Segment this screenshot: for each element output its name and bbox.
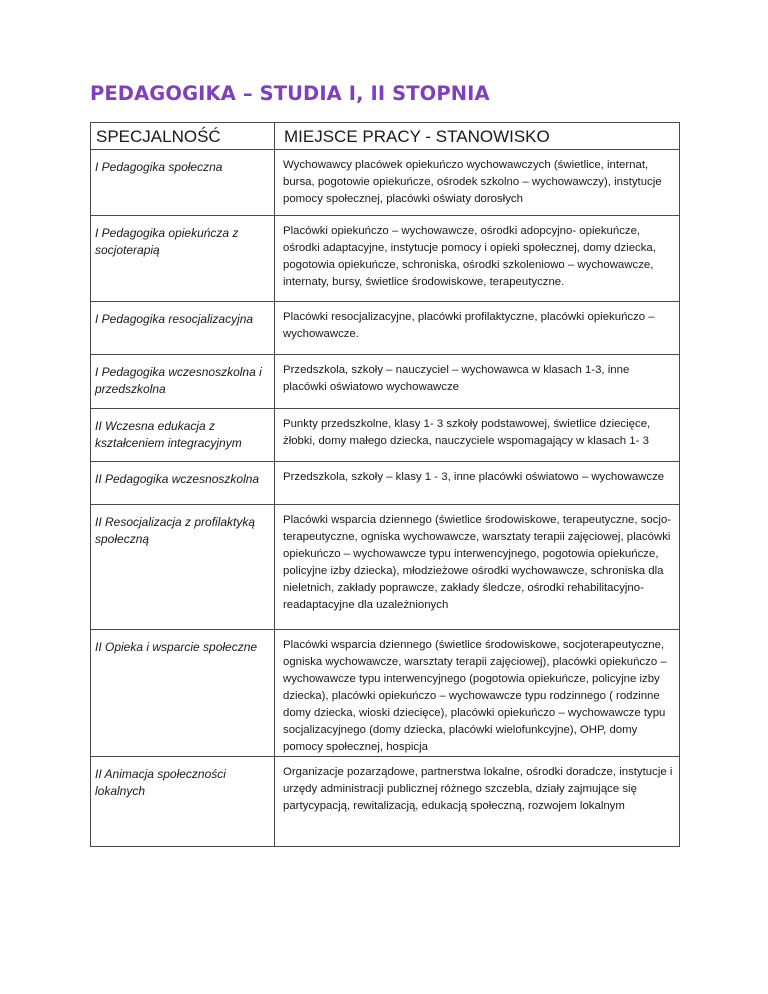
document-title: PEDAGOGIKA – STUDIA I, II STOPNIA [90, 82, 490, 105]
specialty-cell: II Resocjalizacja z profilaktyką społeczną [95, 515, 256, 546]
header-workplace-label: MIEJSCE PRACY - STANOWISKO [284, 127, 550, 146]
header-specialty-label: SPECJALNOŚĆ [96, 127, 221, 146]
workplace-cell: Wychowawcy placówek opiekuńczo wychowawczych (świetlice, internat, bursa, pogotowie opiekuńcze, ośrodek szkolno – wychowawczy), instytucje pomocy społecznej, placówki oświaty dorosłych [283, 159, 662, 205]
specialty-cell: II Animacja społeczności lokalnych [95, 767, 226, 798]
specialty-cell: I Pedagogika opiekuńcza z socjoterapią [95, 226, 239, 257]
specialty-cell: I Pedagogika społeczna [95, 160, 223, 174]
header-specialty [91, 123, 275, 150]
table-header-row [91, 123, 680, 150]
workplace-cell: Placówki opiekuńczo – wychowawcze, ośrodki adopcyjno- opiekuńcze, ośrodki adaptacyjne, instytucje pomocy i opieki społecznej, domy dziecka, pogotowia opiekuńcze, schroniska, ośrodki szkoleniowo – wychowawcze, internaty, bursy, świetlice środowiskowe, terapeutyczne. [283, 225, 656, 288]
specialty-cell: I Pedagogika wczesnoszkolna i przedszkolna [95, 365, 262, 396]
specialty-cell: II Opieka i wsparcie społeczne [95, 640, 258, 654]
specialty-cell: II Wczesna edukacja z kształceniem integracyjnym [95, 419, 242, 450]
table-row [91, 302, 680, 355]
specialty-cell: II Pedagogika wczesnoszkolna [95, 472, 260, 486]
specialty-cell: I Pedagogika resocjalizacyjna [95, 312, 254, 326]
specialties-table [90, 122, 680, 847]
workplace-cell: Przedszkola, szkoły – klasy 1 - 3, inne placówki oświatowo – wychowawcze [283, 471, 665, 483]
workplace-cell: Organizacje pozarządowe, partnerstwa lokalne, ośrodki doradcze, instytucje i urzędy administracji publicznej różnego szczebla, działy zajmujące się partycypacją, rewitalizacją, edukacją społeczną, rozwojem lokalnym [283, 766, 673, 812]
header-workplace [275, 123, 680, 150]
table-row [91, 505, 680, 630]
workplace-cell: Placówki wsparcia dziennego (świetlice środowiskowe, terapeutyczne, socjo-terapeutyczne, ogniska wychowawcze, warsztaty terapii zajęciowej, placówki opiekuńczo – wychowawcze typu interwencyjnego, pogotowia opiekuńcze, policyjne izby dziecka), młodzieżowe ośrodki wychowawcze, schroniska dla nieletnich, zakłady poprawcze, zakłady śledcze, ośrodki rehabilitacyjno- readaptacyjne dla uzależnionych [283, 514, 672, 611]
table-row [91, 409, 680, 462]
table-row [91, 150, 680, 216]
workplace-cell: Punkty przedszkolne, klasy 1- 3 szkoły podstawowej, świetlice dziecięce, żłobki, domy małego dziecka, nauczyciele wspomagający w klasach 1- 3 [283, 418, 651, 447]
table-row [91, 757, 680, 847]
table-row [91, 630, 680, 757]
table-row [91, 462, 680, 505]
table-row [91, 216, 680, 302]
workplace-cell: Placówki wsparcia dziennego (świetlice środowiskowe, socjoterapeutyczne, ogniska wychowawcze, warsztaty terapii zajęciowej), placówki opiekuńczo – wychowawcze typu interwencyjnego (pogotowia opiekuńcze, policyjne izby dziecka), placówki opiekuńczo – wychowawcze typu rodzinnego ( rodzinne domy dziecka, wioski dziecięce), placówki opiekuńczo – wychowawcze typu socjalizacyjnego (domy dziecka, placówki wielofunkcyjne), OHP, domy pomocy społecznej, hospicja [283, 639, 667, 753]
workplace-cell: Przedszkola, szkoły – nauczyciel – wychowawca w klasach 1-3, inne placówki oświatowo wychowawcze [283, 364, 630, 393]
table-row [91, 355, 680, 409]
workplace-cell: Placówki resocjalizacyjne, placówki profilaktyczne, placówki opiekuńczo – wychowawcze. [283, 311, 655, 340]
